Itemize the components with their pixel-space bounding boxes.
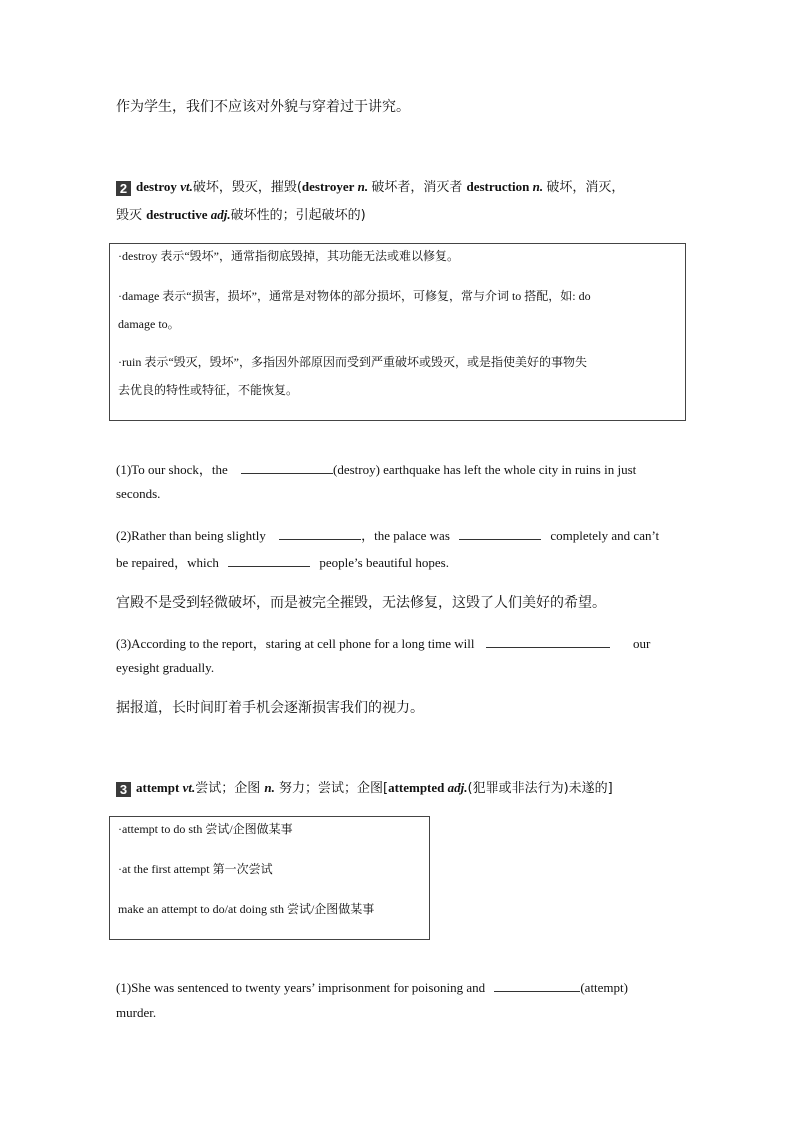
section-number-badge: 3 <box>116 782 131 797</box>
destroy-usage-box <box>109 243 686 421</box>
exercise-text: (attempt) <box>580 980 628 995</box>
answer-blank[interactable] <box>241 461 333 474</box>
part-of-speech: vt. <box>180 179 193 194</box>
translation: 据报道，长时间盯着手机会逐渐损害我们的视力。 <box>116 700 424 716</box>
meaning: (犯罪或非法行为)未遂的] <box>467 781 613 796</box>
meaning: 破坏者，消灭者 <box>371 180 467 195</box>
usage-note: damage to。 <box>118 317 180 331</box>
exercise-text: eyesight gradually. <box>116 660 215 675</box>
answer-blank[interactable] <box>494 979 580 992</box>
destroy-exercise-1 <box>116 459 636 478</box>
part-of-speech: n. <box>264 780 275 795</box>
destroy-heading-line2 <box>116 204 366 223</box>
attempt-usage-box <box>109 816 430 940</box>
exercise-text: (1)She was sentenced to twenty years’ imprisonment for poisoning and <box>116 980 486 995</box>
exercise-text: (2)Rather than being slightly <box>116 528 266 543</box>
attempt-heading <box>116 777 613 797</box>
exercise-text: people’s beautiful hopes. <box>319 555 449 570</box>
part-of-speech: adj. <box>447 780 468 795</box>
derived-word: destructive <box>146 207 208 222</box>
usage-note: ·damage 表示“损害，损坏”，通常是对物体的部分损坏，可修复，常与介词 to 搭配，如: do <box>118 289 591 303</box>
destroy-heading-line1 <box>116 176 624 196</box>
exercise-text: seconds. <box>116 486 161 501</box>
meaning: 破坏性的；引起破坏的) <box>230 208 366 223</box>
part-of-speech: n. <box>532 179 544 194</box>
exercise-text: be repaired，which <box>116 555 219 570</box>
exercise-text: completely and can’t <box>550 528 660 543</box>
usage-note: 去优良的特性或特征，不能恢复。 <box>118 383 299 397</box>
derived-word: destruction <box>466 179 530 194</box>
derived-word: attempted <box>388 780 445 795</box>
answer-blank[interactable] <box>228 554 310 567</box>
exercise-text: (3)According to the report，staring at cell phone for a long time will <box>116 636 475 651</box>
exercise-text: (1)To our shock，the <box>116 462 228 477</box>
destroy-exercise-3 <box>116 633 650 652</box>
part-of-speech: vt. <box>182 780 196 795</box>
answer-blank[interactable] <box>486 635 610 648</box>
destroy-exercise-2-cont <box>116 552 449 571</box>
meaning: 努力；尝试；企图[ <box>274 781 389 796</box>
section-number-badge: 2 <box>116 181 131 196</box>
meaning: 毁灭 <box>116 208 147 223</box>
exercise-text: murder. <box>116 1005 157 1020</box>
answer-blank[interactable] <box>459 527 541 540</box>
usage-note: ·at the first attempt 第一次尝试 <box>118 862 273 876</box>
answer-blank[interactable] <box>279 527 361 540</box>
attempt-exercise-1 <box>116 979 628 996</box>
meaning: 破坏，消灭， <box>546 180 625 195</box>
meaning: 破坏，毁灭，摧毁( <box>192 180 302 195</box>
usage-note: make an attempt to do/at doing sth 尝试/企图做某事 <box>118 902 375 916</box>
exercise-text: (destroy) earthquake has left the whole city in ruins in just <box>332 462 637 477</box>
head-word: attempt <box>136 780 180 795</box>
part-of-speech: adj. <box>210 207 231 222</box>
usage-note: ·ruin 表示“毁灭，毁坏”，多指因外部原因而受到严重破坏或毁灭，或是指使美好的事物失 <box>118 355 587 369</box>
destroy-exercise-2 <box>116 525 659 544</box>
meaning: 尝试；企图 <box>195 781 265 796</box>
intro-sentence: 作为学生，我们不应该对外貌与穿着过于讲究。 <box>116 99 410 115</box>
usage-note: ·attempt to do sth 尝试/企图做某事 <box>118 822 293 836</box>
usage-note: ·destroy 表示“毁坏”，通常指彻底毁掉，其功能无法或难以修复。 <box>118 249 459 263</box>
derived-word: destroyer <box>301 179 355 194</box>
exercise-text: ，the palace was <box>361 528 450 543</box>
exercise-text: our <box>632 636 651 651</box>
head-word: destroy <box>136 179 177 194</box>
translation: 宫殿不是受到轻微破坏，而是被完全摧毁，无法修复，这毁了人们美好的希望。 <box>116 595 606 611</box>
part-of-speech: n. <box>357 179 369 194</box>
